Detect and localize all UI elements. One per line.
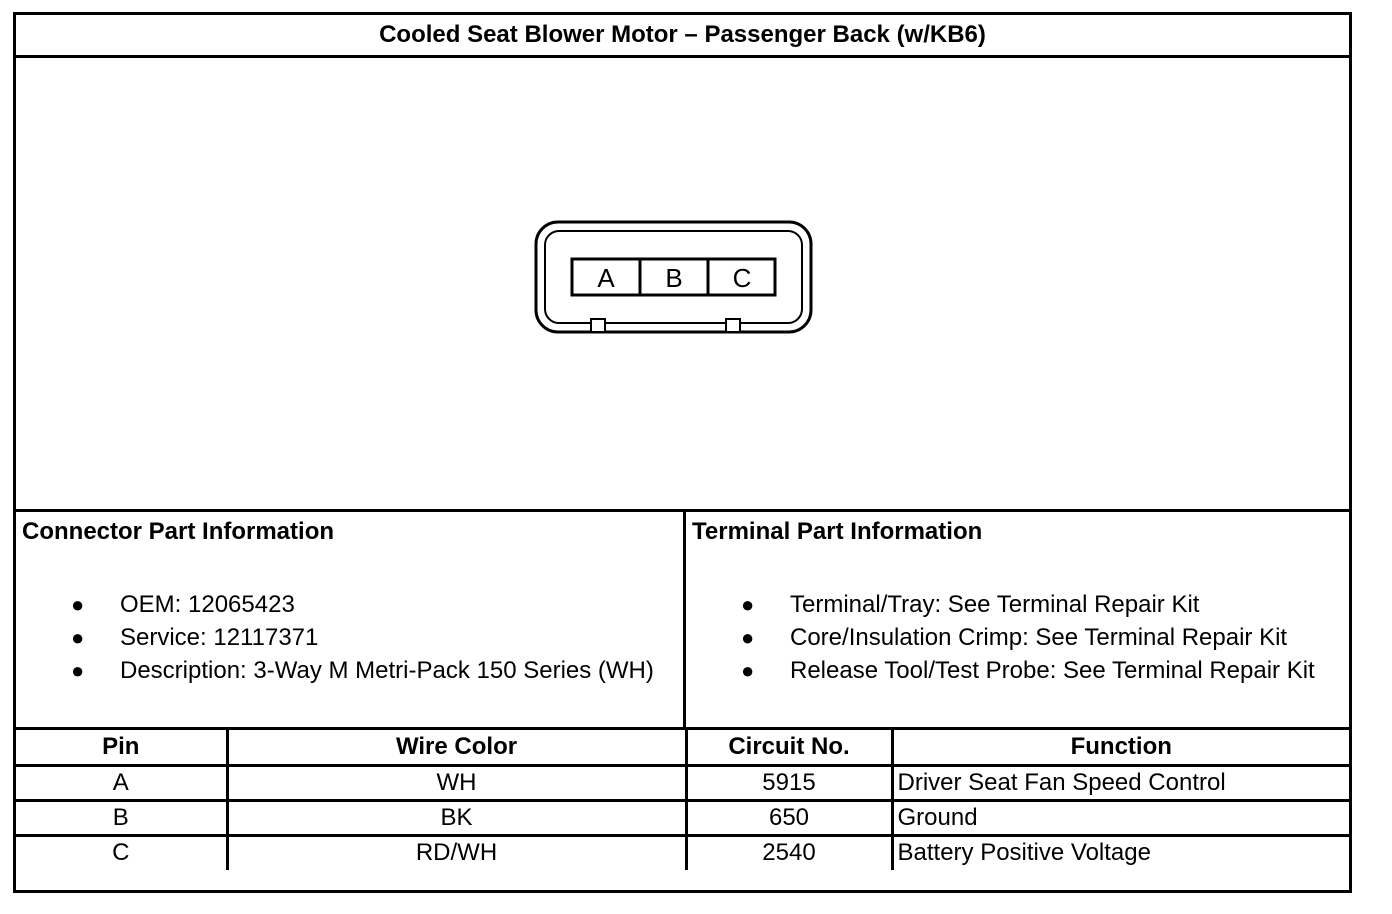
circuit-cell: 650 [686, 800, 892, 835]
table-row [16, 835, 1349, 870]
bullet-icon: ● [741, 625, 755, 650]
cavity-label: C [732, 263, 752, 293]
list-item: ● Description: 3-Way M Metri-Pack 150 Series (WH) [16, 654, 654, 687]
table-row [16, 800, 1349, 835]
bullet-icon: ● [741, 592, 755, 617]
column-header: Pin [16, 730, 227, 765]
terminal-info-heading: Terminal Part Information [692, 518, 983, 545]
list-item: ● Release Tool/Test Probe: See Terminal Repair Kit [686, 654, 1315, 687]
connector-info-list [16, 588, 654, 687]
connector-diagram [16, 58, 1349, 509]
list-item: ● Core/Insulation Crimp: See Terminal Repair Kit [686, 621, 1315, 654]
wire-color-cell: BK [227, 800, 686, 835]
circuit-cell: 5915 [686, 765, 892, 800]
bullet-icon: ● [71, 625, 85, 650]
connector-diagram-area [16, 58, 1349, 512]
connector-tab-left [591, 319, 605, 332]
connector-info-heading: Connector Part Information [22, 518, 335, 545]
page-title: Cooled Seat Blower Motor – Passenger Back (w/KB6) [16, 15, 1349, 58]
cavity-label: B [665, 263, 683, 293]
function-cell: Battery Positive Voltage [892, 835, 1349, 870]
pinout-table [16, 730, 1349, 870]
circuit-cell: 2540 [686, 835, 892, 870]
cavity-label: A [597, 263, 615, 293]
column-header: Wire Color [227, 730, 686, 765]
column-header: Circuit No. [686, 730, 892, 765]
bullet-icon: ● [741, 658, 755, 683]
list-item: ● Service: 12117371 [16, 621, 654, 654]
terminal-info-list [686, 588, 1315, 687]
table-row [16, 765, 1349, 800]
terminal-part-info [686, 512, 1349, 727]
wire-color-cell: WH [227, 765, 686, 800]
connector-part-info [16, 512, 686, 727]
function-cell: Ground [892, 800, 1349, 835]
pin-cell: C [16, 835, 227, 870]
bullet-icon: ● [71, 592, 85, 617]
part-info-section [16, 512, 1349, 730]
bullet-icon: ● [71, 658, 85, 683]
column-header: Function [892, 730, 1349, 765]
connector-tab-right [726, 319, 740, 332]
wire-color-cell: RD/WH [227, 835, 686, 870]
list-item: ● OEM: 12065423 [16, 588, 654, 621]
table-header-row [16, 730, 1349, 765]
pin-cell: A [16, 765, 227, 800]
connector-sheet [13, 12, 1352, 893]
pin-cell: B [16, 800, 227, 835]
list-item: ● Terminal/Tray: See Terminal Repair Kit [686, 588, 1315, 621]
function-cell: Driver Seat Fan Speed Control [892, 765, 1349, 800]
